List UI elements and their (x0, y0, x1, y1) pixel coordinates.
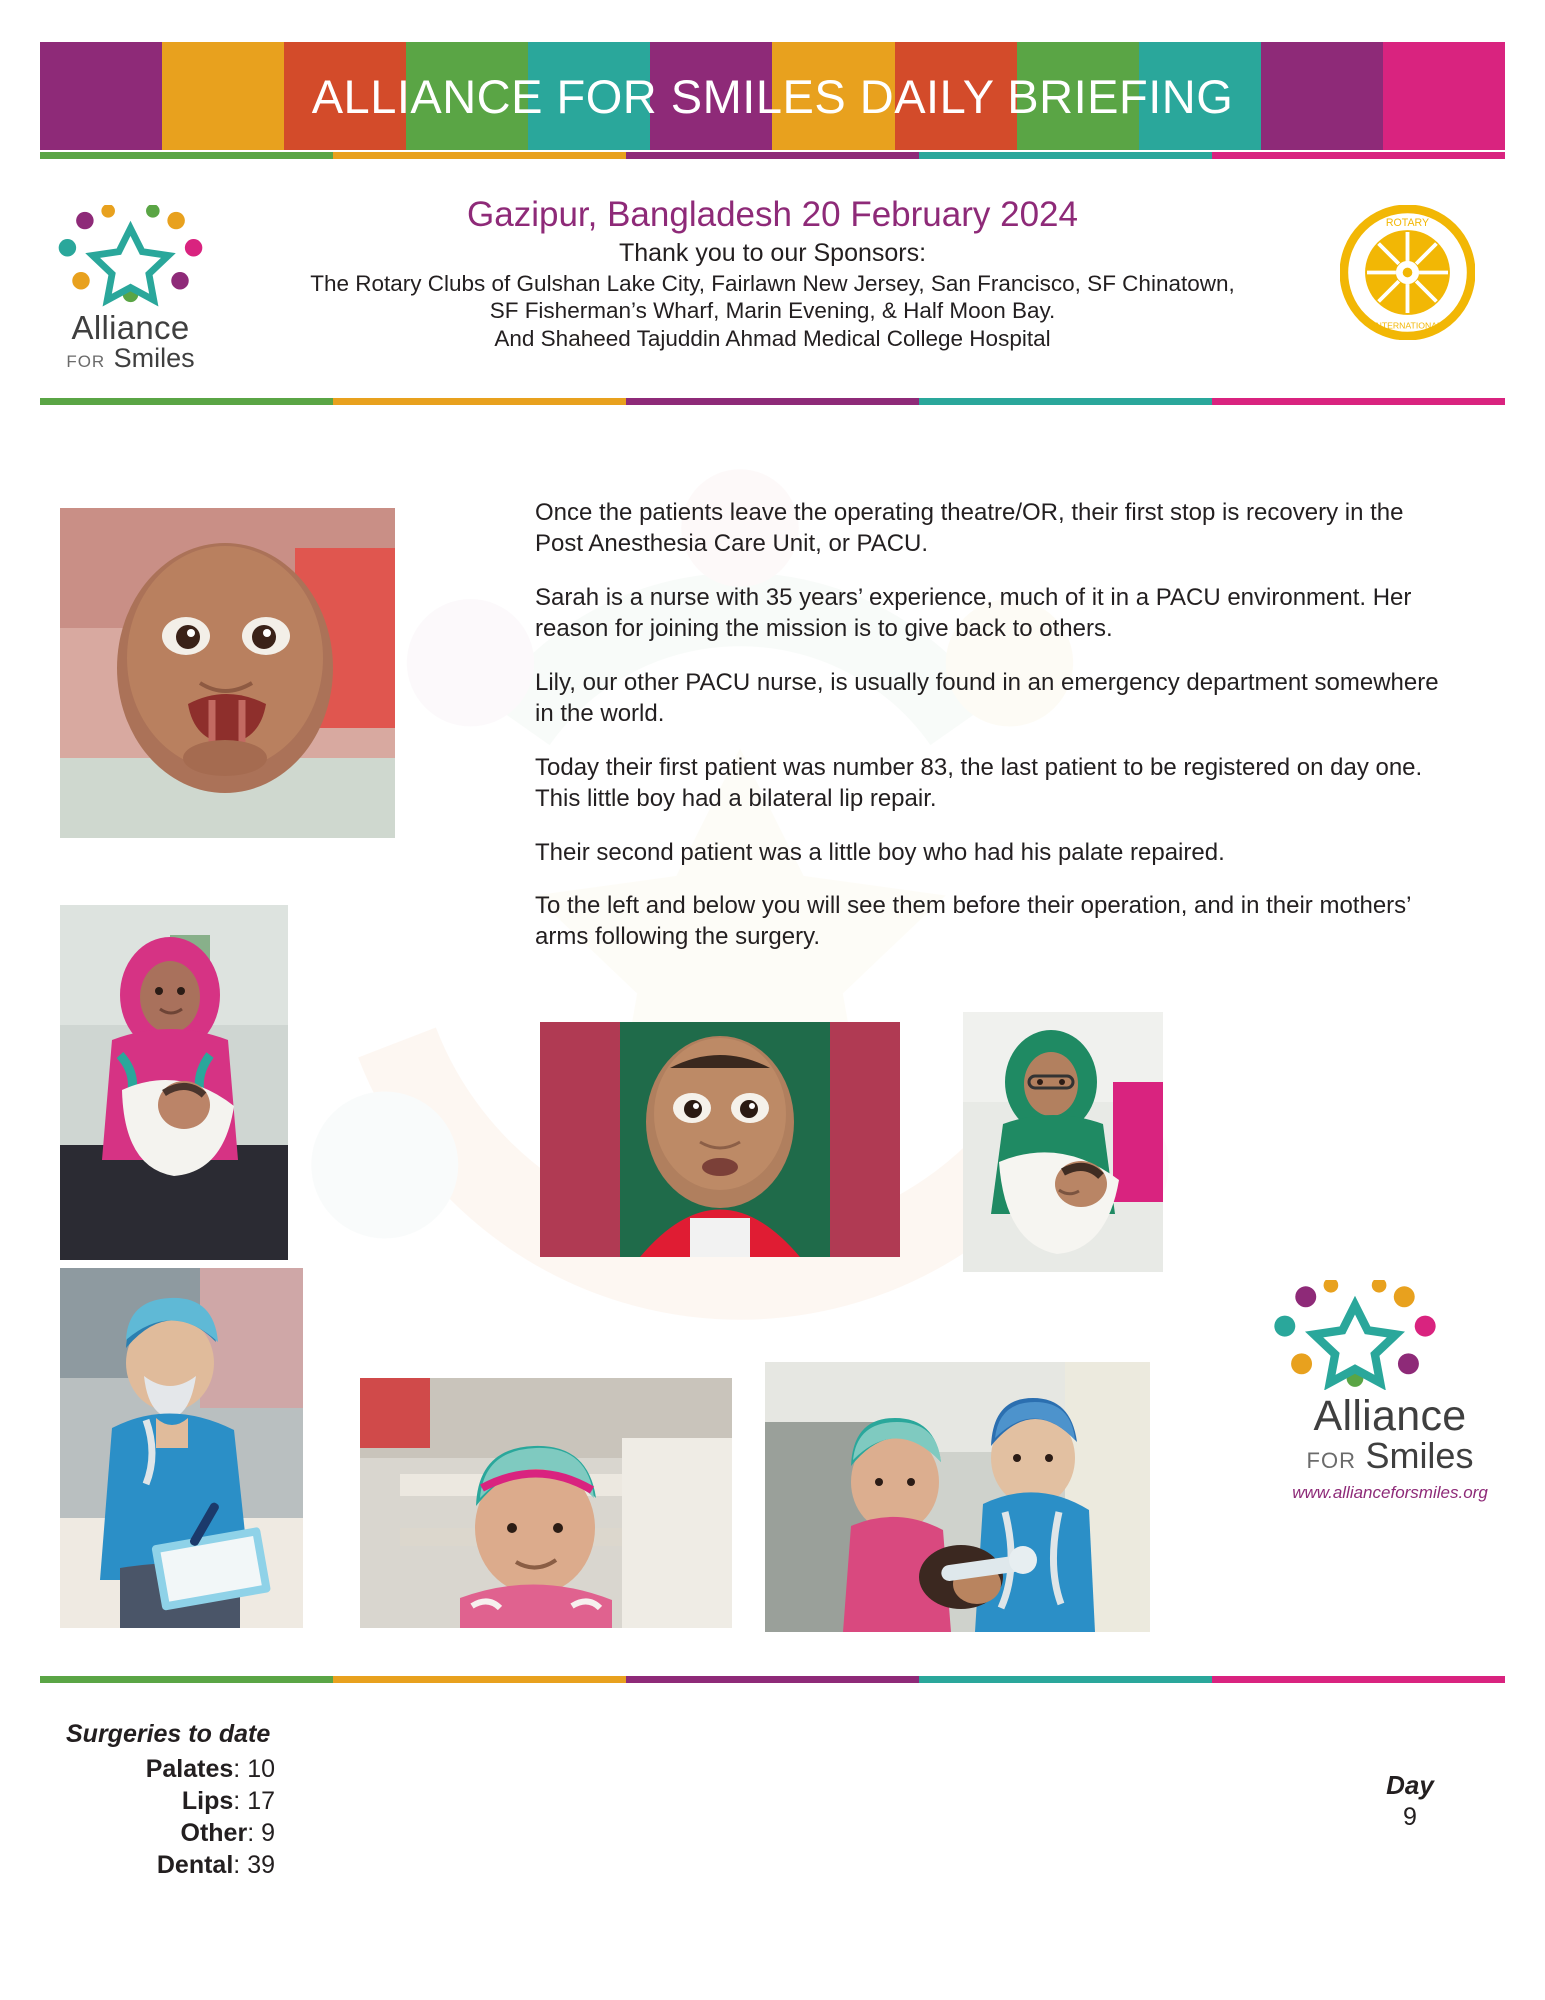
stat-row-lips: Lips: 17 (181, 1787, 275, 1815)
afs-mark-icon-bottom (1265, 1280, 1445, 1390)
photo-two-nurses-with-patient (765, 1362, 1150, 1632)
sponsors-line-1: The Rotary Clubs of Gulshan Lake City, Fairlawn New Jersey, San Francisco, SF Chinatown, (310, 271, 1235, 296)
page-title: ALLIANCE FOR SMILES DAILY BRIEFING (311, 69, 1234, 123)
sponsors-line-2: SF Fisherman’s Wharf, Marin Evening, & Half Moon Bay. (489, 298, 1056, 324)
sponsors-thanks: Thank you to our Sponsors: (618, 239, 927, 267)
rule-middle (40, 398, 1505, 405)
photo-nurse-writing-notes (60, 1268, 303, 1628)
afs-logo-word-smiles: Smiles (113, 343, 195, 373)
day-counter (1330, 1770, 1490, 1832)
stat-label-dental: Dental (156, 1851, 234, 1879)
afs-logo-bottom-word-alliance: Alliance (1313, 1392, 1467, 1440)
paragraph-4: Today their first patient was number 83, the last patient to be registered on day one. This little boy had a bilateral lip repair. (535, 753, 1423, 813)
header-block (40, 195, 1505, 352)
photo-mother-holding-baby-pink-hijab (60, 905, 288, 1260)
paragraph-6: To the left and below you will see them before their operation, and in their mothers’ arms following the surgery. (535, 891, 1411, 951)
stat-value-other: 9 (261, 1819, 275, 1847)
surgeries-heading: Surgeries to date (66, 1720, 271, 1748)
page-banner (40, 42, 1505, 150)
photo-baby-red-jacket (540, 1022, 900, 1257)
stat-value-dental: 39 (247, 1851, 275, 1879)
sponsors-line-3: And Shaheed Tajuddin Ahmad Medical College Hospital (494, 325, 1051, 351)
afs-logo-word-for: FOR (66, 352, 106, 371)
day-label: Day (1386, 1770, 1434, 1800)
photo-nurse-pink-scrubs-ward (360, 1378, 732, 1628)
rotary-top-text: ROTARY (1385, 217, 1430, 230)
rule-bottom (40, 1676, 1505, 1683)
afs-logo-bottom-word-smiles: Smiles (1365, 1435, 1474, 1476)
day-number: 9 (1403, 1803, 1417, 1831)
stat-value-palates: 10 (247, 1755, 275, 1783)
afs-website-url[interactable]: www.allianceforsmiles.org (1292, 1483, 1488, 1502)
article-body (535, 497, 1455, 975)
rotary-bottom-text: INTERNATIONAL (1373, 320, 1442, 331)
paragraph-5: Their second patient was a little boy who had his palate repaired. (535, 838, 1225, 866)
stat-value-lips: 17 (247, 1787, 275, 1815)
stat-row-other: Other: 9 (180, 1819, 275, 1847)
alliance-for-smiles-logo-bottom (1265, 1280, 1515, 1503)
mission-location-date: Gazipur, Bangladesh 20 February 2024 (467, 195, 1078, 234)
paragraph-3: Lily, our other PACU nurse, is usually found in an emergency department somewhere in the world. (535, 668, 1439, 728)
photo-child-bilateral-cleft-lip (60, 508, 395, 838)
photo-mother-green-hijab-with-child (963, 1012, 1163, 1272)
stat-label-palates: Palates (145, 1755, 234, 1783)
stat-row-palates: Palates: 10 (145, 1755, 275, 1783)
paragraph-2: Sarah is a nurse with 35 years’ experience, much of it in a PACU environment. Her reason for joining the mission is to give back to others. (535, 583, 1412, 643)
stat-label-other: Other (180, 1819, 248, 1847)
rule-top (40, 152, 1505, 159)
paragraph-1: Once the patients leave the operating theatre/OR, their first stop is recovery in the Post Anesthesia Care Unit, or PACU. (535, 499, 1404, 558)
afs-logo-word-alliance: Alliance (71, 309, 190, 346)
afs-logo-bottom-word-for: FOR (1306, 1448, 1356, 1473)
stat-label-lips: Lips (181, 1787, 234, 1815)
stat-row-dental: Dental: 39 (156, 1851, 275, 1879)
surgeries-to-date-block (60, 1720, 480, 1883)
